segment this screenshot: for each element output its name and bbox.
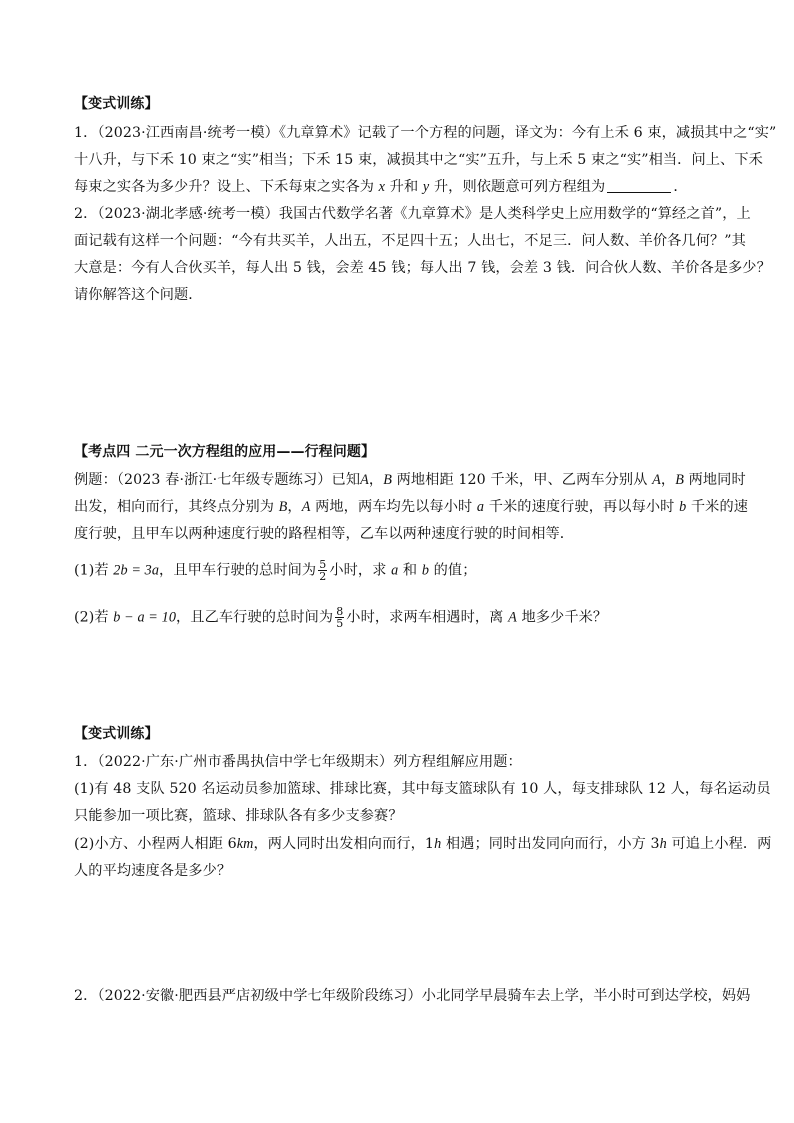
example-part-2: (2)若 b − a = 10，且乙车行驶的总时间为 $\frac{8}{5}$ 小时，求两车相遇时，离 A 地多少千米？ [74,605,608,630]
question-1-line-2: 十八升，与下禾 10 束之“实”相当；下禾 15 束，减损其中之“实”五升，与上禾 5 束之“实”相当．问上、下禾 [74,152,763,168]
question-1-line-1: 1．（2023·江西南昌·统考一模）《九章算术》记载了一个方程的问题，译文为：今有上禾 6 束，减损其中之“实” [74,125,777,141]
q3-part-2-line-2: 人的平均速度各是多少？ [74,863,232,879]
section-heading-variant-training-2: 【变式训练】 [74,726,159,742]
answer-blank[interactable] [607,178,671,193]
var-y: y [422,179,430,195]
q4-line-1: 2．（2022·安徽·肥西县严店初级中学七年级阶段练习）小北同学早晨骑车去上学，半小时可到达学校，妈妈 [74,988,751,1004]
example-line-2: 出发，相向而行，其终点分别为 B，A 两地，两车均先以每小时 a 千米的速度行驶，再以每小时 b 千米的速 [74,499,749,515]
q3-part-2-line-1: (2)小方、小程两人相距 6km，两人同时出发相向而行，1h 相遇；同时出发同向而行，小方 3h 可追上小程．两 [74,836,772,852]
section-heading-variant-training-1: 【变式训练】 [74,96,159,112]
example-line-3: 度行驶，且甲车以两种速度行驶的路程相等，乙车以两种速度行驶的时间相等． [74,526,575,542]
question-2-line-4: 请你解答这个问题． [74,287,203,303]
question-2-line-2: 面记载有这样一个问题：“今有共买羊，人出五，不足四十五；人出七，不足三．问人数、羊价各几何？”其 [74,233,746,249]
example-part-1: (1)若 2b = 3a，且甲车行驶的总时间为 $\frac{5}{2}$ 小时，求 a 和 b 的值； [74,558,477,583]
equation-b-minus-a: b − a = 10 [113,609,177,626]
question-2-line-1: 2．（2023·湖北孝感·统考一模）我国古代数学名著《九章算术》是人类科学史上应用数学的“算经之首”，上 [74,206,751,222]
q3-line-1: 1．（2022·广东·广州市番禺执信中学七年级期末）列方程组解应用题： [74,754,522,770]
equation-2b-3a: 2b = 3a [113,562,160,579]
example-line-1: 例题：（2023 春·浙江·七年级专题练习）已知A，B 两地相距 120 千米，甲、乙两车分别从 A，B 两地同时 [74,472,746,488]
question-2-line-3: 大意是：今有人合伙买羊，每人出 5 钱，会差 45 钱；每人出 7 钱，会差 3 钱．问合伙人数、羊价各是多少？ [74,260,771,276]
q3-part-1-line-2: 只能参加一项比赛，篮球、排球队各有多少支参赛？ [74,808,403,824]
q3-part-1-line-1: (1)有 48 支队 520 名运动员参加篮球、排球比赛，其中每支篮球队有 10 人，每支排球队 12 人，每名运动员 [74,781,771,797]
fraction-8-5: $\frac{8}{5}$ [336,605,344,630]
question-1-line-3: 每束之实各为多少升？设上、下禾每束之实各为 x 升和 y 升，则依题意可列方程组为 ． [74,179,688,195]
var-x: x [378,179,386,195]
fraction-5-2: $\frac{5}{2}$ [319,558,327,583]
section-heading-topic-4: 【考点四 二元一次方程组的应用——行程问题】 [74,444,376,460]
